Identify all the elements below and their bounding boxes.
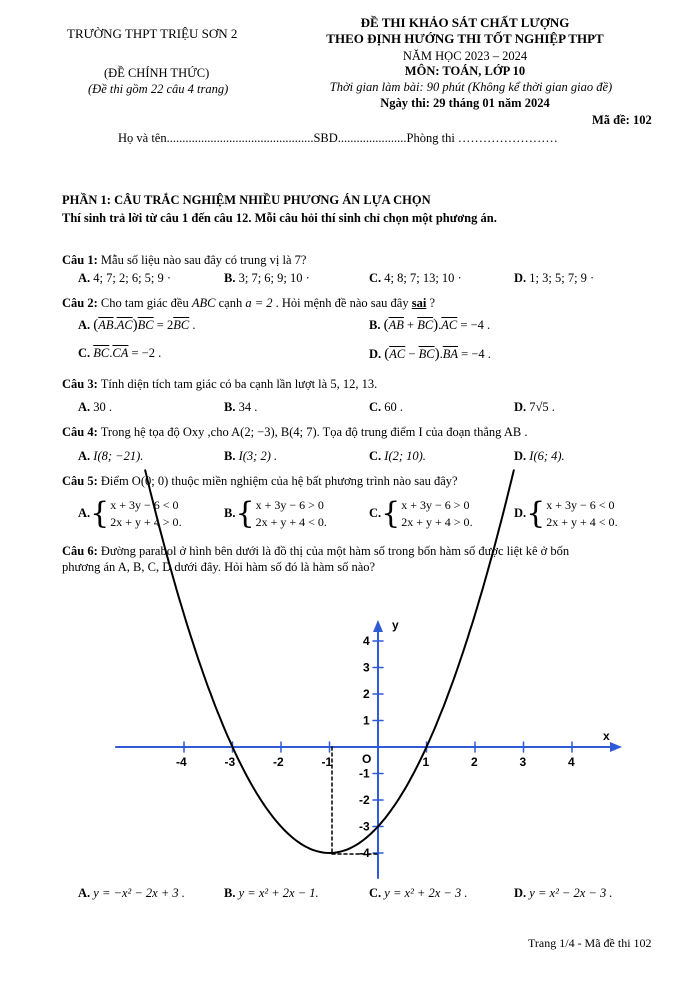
y-axis-arrow	[373, 620, 383, 632]
option-formula: $(\overline{AB}.\overline{AC})\overline{BC} = 2\overline{BC}$ .	[93, 317, 196, 333]
option-text: 4; 7; 2; 6; 5; 9 ·	[93, 271, 172, 285]
inequality-2: 2x + y + 4 > 0	[401, 515, 470, 529]
exam-time: Thời gian làm bài: 90 phút (Không kể thời gian giao đề)	[329, 80, 613, 94]
question-text-end: ?	[426, 296, 435, 310]
option-label: B.	[224, 271, 236, 285]
option-text: I(2; 10).	[384, 449, 426, 463]
y-tick-label: -4	[359, 846, 370, 860]
x-tick-label: -4	[176, 755, 187, 769]
x-tick-label: -1	[321, 755, 333, 769]
option-label: C.	[369, 449, 382, 463]
x-tick-label: -2	[273, 755, 284, 769]
q5-option-b[interactable]: B.{x + 3y − 6 > 0 2x + y + 4 < 0.	[224, 496, 327, 531]
option-label: C.	[369, 400, 382, 414]
option-label: C.	[78, 346, 91, 360]
option-label: D.	[514, 505, 527, 520]
inequality-2: 2x + y + 4 < 0	[546, 515, 615, 529]
inequality-1: x + 3y − 6 < 0	[546, 498, 615, 512]
question-text: Tính diện tích tam giác có ba cạnh lần lượt là 5, 12, 13.	[100, 377, 378, 391]
q6-option-a[interactable]	[78, 886, 185, 901]
option-text: 3; 7; 6; 9; 10 ·	[238, 271, 310, 285]
y-tick-label: 1	[363, 713, 370, 728]
inequality-1: x + 3y − 6 > 0	[255, 498, 324, 512]
option-label: C.	[369, 505, 382, 520]
option-text: 60 .	[384, 400, 404, 414]
x-axis-arrow	[610, 742, 622, 752]
keyword-sai: sai	[411, 296, 427, 310]
q5-option-a[interactable]: A.{x + 3y − 6 < 0 2x + y + 4 > 0.	[78, 496, 182, 531]
school-year: NĂM HỌC 2023 – 2024	[402, 49, 528, 63]
option-formula: $\overline{BC}.\overline{CA} = -2$ .	[93, 346, 162, 360]
question-label: Câu 4:	[62, 425, 98, 439]
y-tick-label: 4	[363, 634, 370, 648]
q5-option-d[interactable]: D.{x + 3y − 6 < 0 2x + y + 4 < 0.	[514, 496, 618, 531]
option-label: B.	[224, 886, 236, 900]
official-label: (ĐỀ CHÍNH THỨC)	[104, 66, 210, 80]
option-formula: $(\overline{AC} - \overline{BC}).\overline{BA} = -4$ .	[384, 346, 491, 362]
page-footer: Trang 1/4 - Mã đề thi 102	[528, 936, 652, 950]
question-text-mid: cạnh	[215, 296, 246, 310]
option-text: 34 .	[238, 400, 258, 414]
option-formula: $(\overline{AB} + \overline{BC}).\overline{AC} = -4$ .	[383, 317, 491, 333]
question-text-pre: Cho tam giác đều	[100, 296, 192, 310]
option-label: D.	[514, 449, 527, 463]
parabola-curve	[145, 470, 514, 853]
option-text: 4; 8; 7; 13; 10 ·	[384, 271, 462, 285]
q6-option-b[interactable]	[224, 886, 319, 901]
exam-code: Mã đề: 102	[592, 113, 652, 127]
option-text: y = x² − 2x − 3 .	[529, 886, 613, 900]
section-title: PHẦN 1: CÂU TRẮC NGHIỆM NHIỀU PHƯƠNG ÁN LỰA CHỌN	[62, 193, 431, 207]
option-label: A.	[78, 449, 91, 463]
option-label: D.	[369, 347, 382, 361]
question-label: Câu 6:	[62, 544, 98, 558]
question-label: Câu 3:	[62, 377, 98, 391]
question-label: Câu 2:	[62, 296, 98, 310]
student-info-line: Họ và tên...............................................SBD......................Phòng thi ……………………	[118, 131, 558, 145]
inequality-1: x + 3y − 6 < 0	[110, 498, 179, 512]
x-tick-label: -3	[224, 755, 236, 769]
inequality-1: x + 3y − 6 > 0	[401, 498, 470, 512]
option-label: A.	[78, 886, 91, 900]
x-tick-label: 2	[471, 755, 478, 769]
question-label: Câu 1:	[62, 253, 98, 267]
option-text: y = x² + 2x − 1.	[238, 886, 319, 900]
question-text-post: . Hỏi mệnh đề nào sau đây	[272, 296, 412, 310]
option-label: C.	[369, 271, 382, 285]
inequality-2: 2x + y + 4 > 0	[110, 515, 179, 529]
exam-title-2: THEO ĐỊNH HƯỚNG THI TỐT NGHIỆP THPT	[326, 31, 604, 46]
y-tick-label: -3	[359, 819, 370, 834]
pages-note: (Đề thi gồm 22 câu 4 trang)	[88, 82, 229, 96]
q6-option-c[interactable]	[369, 886, 467, 901]
option-label: D.	[514, 400, 527, 414]
option-text: y = −x² − 2x + 3 .	[93, 886, 185, 900]
option-text: y = x² + 2x − 3 .	[384, 886, 468, 900]
subject: MÔN: TOÁN, LỚP 10	[404, 64, 526, 78]
exam-date: Ngày thi: 29 tháng 01 năm 2024	[380, 96, 550, 110]
y-axis-label: y	[392, 618, 399, 632]
y-tick-label: 2	[363, 687, 370, 701]
origin-label: O	[362, 752, 372, 766]
option-label: A.	[78, 400, 91, 414]
q6-option-d[interactable]	[514, 886, 612, 901]
option-text: 30 .	[93, 400, 113, 414]
question-text-1: Đường parabol ở hình bên dưới là đồ thị của một hàm số trong bốn hàm số được liệt kê ở bốn	[100, 544, 570, 558]
x-axis-label: x	[603, 729, 610, 743]
x-tick-label: 4	[568, 755, 575, 769]
option-text: I(6; 4).	[529, 449, 565, 463]
option-label: A.	[78, 505, 91, 520]
option-label: B.	[224, 449, 236, 463]
y-tick-label: 3	[363, 660, 370, 675]
option-text: I(8; −21).	[93, 449, 144, 463]
option-label: B.	[224, 505, 236, 520]
option-label: C.	[369, 886, 382, 900]
option-label: D.	[514, 886, 527, 900]
option-label: B.	[224, 400, 236, 414]
q5-option-c[interactable]: C.{x + 3y − 6 > 0 2x + y + 4 > 0.	[369, 496, 473, 531]
section-instruction: Thí sinh trả lời từ câu 1 đến câu 12. Mỗi câu hỏi thí sinh chỉ chọn một phương án.	[62, 211, 497, 225]
y-tick-label: -2	[359, 793, 370, 807]
question-text: Trong hệ tọa độ Oxy ,cho A(2; −3), B(4; 7). Tọa độ trung điểm I của đoạn thẳng AB .	[100, 425, 528, 439]
option-label: A.	[78, 271, 91, 285]
school-name: TRƯỜNG THPT TRIỆU SƠN 2	[67, 26, 238, 41]
option-label: B.	[369, 318, 381, 332]
y-tick-label: -1	[359, 766, 370, 781]
option-text: 1; 3; 5; 7; 9 ·	[529, 271, 595, 285]
option-label: A.	[78, 318, 91, 332]
triangle-name: ABC	[191, 296, 216, 310]
question-text: Điểm O(0; 0) thuộc miền nghiệm của hệ bất phương trình nào sau đây?	[100, 474, 458, 488]
option-label: D.	[514, 271, 527, 285]
exam-title-1: ĐỀ THI KHẢO SÁT CHẤT LƯỢNG	[360, 15, 570, 30]
question-text-2: phương án A, B, C, D dưới đây. Hỏi hàm số đó là hàm số nào?	[62, 560, 376, 574]
option-text: 7√5 .	[529, 400, 555, 414]
question-text: Mẫu số liệu nào sau đây có trung vị là 7?	[100, 253, 307, 267]
inequality-2: 2x + y + 4 < 0	[255, 515, 324, 529]
x-tick-label: 3	[519, 755, 527, 769]
question-label: Câu 5:	[62, 474, 98, 488]
side-length: a = 2	[245, 296, 273, 310]
option-text: I(3; 2) .	[238, 449, 278, 463]
x-tick-label: 1	[422, 755, 430, 769]
